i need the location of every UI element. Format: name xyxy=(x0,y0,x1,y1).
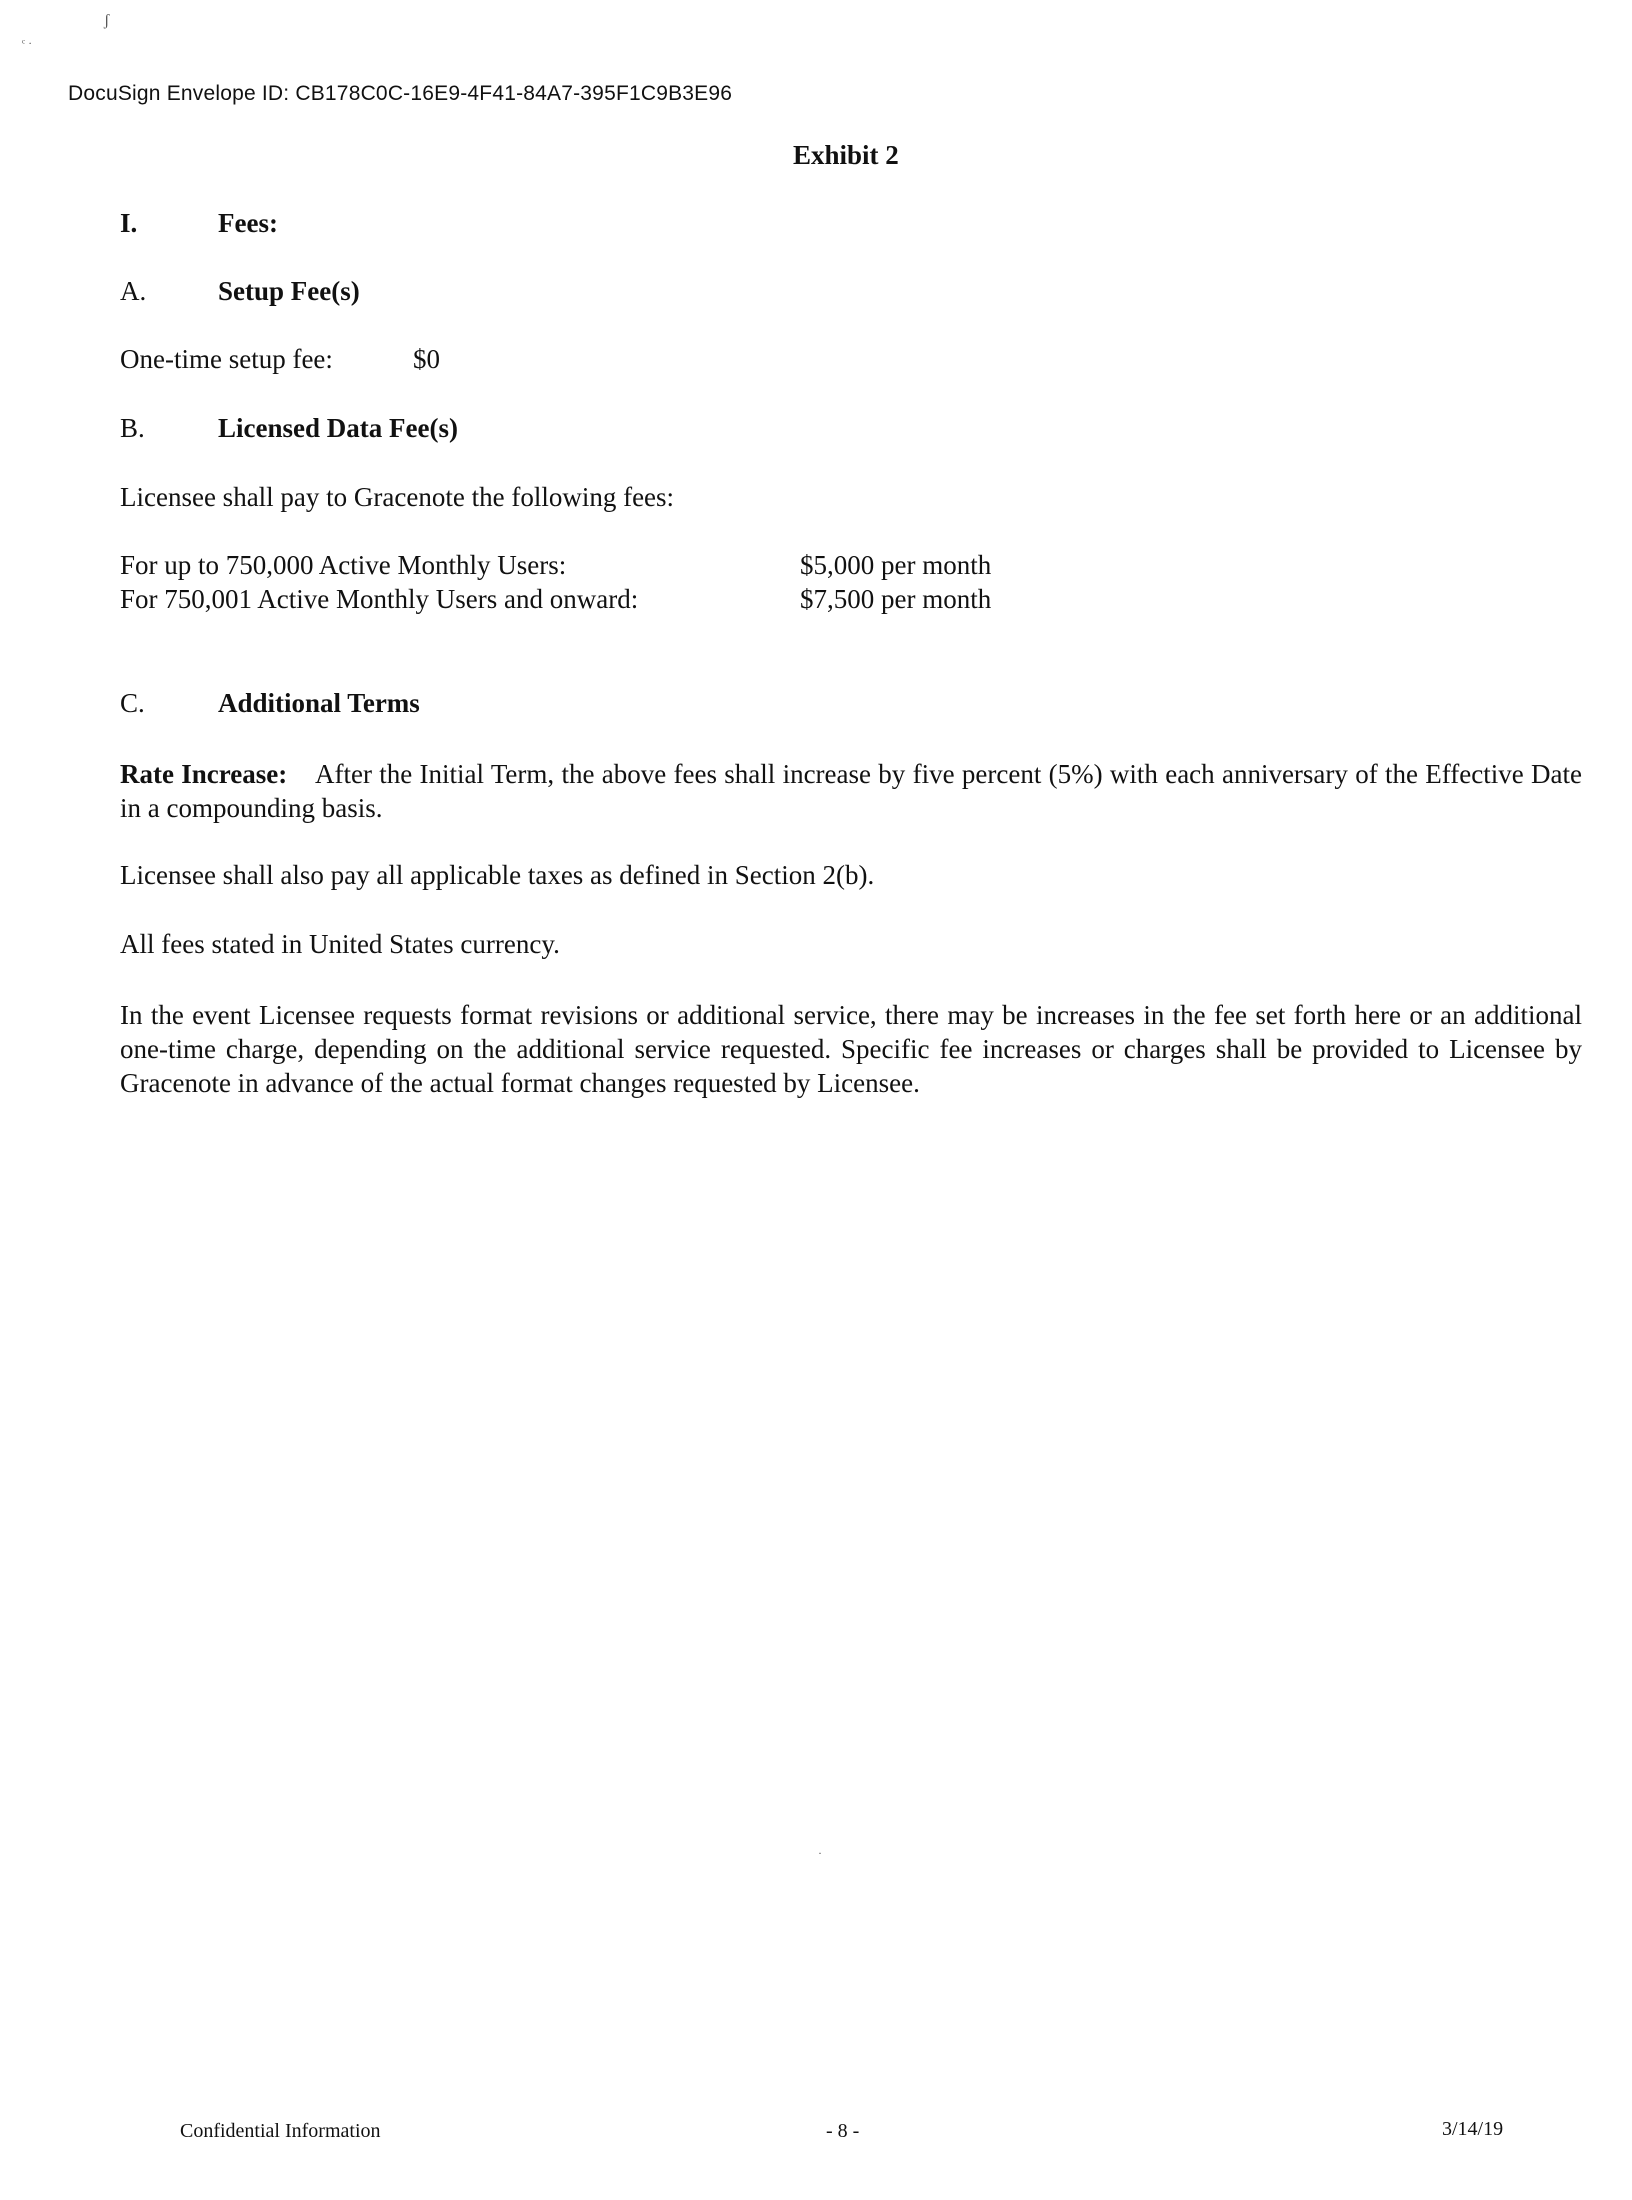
scan-speck: · xyxy=(818,1846,822,1860)
subsection-letter-setup: A. xyxy=(120,276,147,306)
fee-tier-price: $5,000 per month xyxy=(800,550,992,580)
subsection-letter-licensed: B. xyxy=(120,413,145,443)
envelope-id: DocuSign Envelope ID: CB178C0C-16E9-4F41-84A7-395F1C9B3E96 xyxy=(68,82,733,105)
rate-increase-label: Rate Increase: xyxy=(120,759,288,789)
footer-page-number: - 8 - xyxy=(826,2120,860,2142)
currency-paragraph: All fees stated in United States currency. xyxy=(120,929,560,959)
fee-tier-price: $7,500 per month xyxy=(800,584,992,614)
fee-tier-label: For up to 750,000 Active Monthly Users: xyxy=(120,550,567,580)
subsection-letter-additional: C. xyxy=(120,688,145,718)
setup-fee-label: One-time setup fee: xyxy=(120,344,333,374)
subsection-heading-additional: Additional Terms xyxy=(218,688,420,718)
section-heading-fees: Fees: xyxy=(218,208,278,238)
footer-confidential: Confidential Information xyxy=(180,2120,381,2142)
fee-tier-label: For 750,001 Active Monthly Users and onward: xyxy=(120,584,639,614)
section-number-fees: I. xyxy=(120,208,138,238)
taxes-paragraph: Licensee shall also pay all applicable taxes as defined in Section 2(b). xyxy=(120,860,875,890)
setup-fee-value: $0 xyxy=(413,344,440,374)
subsection-heading-setup: Setup Fee(s) xyxy=(218,276,360,306)
rate-increase-text: After the Initial Term, the above fees shall increase by five percent (5%) with each anniversary of the Effective Date in a compounding basis. xyxy=(120,759,1582,823)
scan-speck: ʃ xyxy=(104,12,110,29)
format-revisions-paragraph: In the event Licensee requests format revisions or additional service, there may be increases in the fee set forth here or an additional one-time charge, depending on the additional service requested. Specific fee increases or charges shall be provided to Licensee by Gracenote in advance of the actual format changes requested by Licensee. xyxy=(120,1000,1582,1098)
licensed-intro: Licensee shall pay to Gracenote the following fees: xyxy=(120,482,675,512)
scan-speck: ᶜ · xyxy=(22,36,33,50)
footer-date: 3/14/19 xyxy=(1442,2118,1504,2140)
rate-increase-paragraph xyxy=(120,757,1582,825)
subsection-heading-licensed: Licensed Data Fee(s) xyxy=(218,413,458,443)
exhibit-title: Exhibit 2 xyxy=(793,140,899,170)
